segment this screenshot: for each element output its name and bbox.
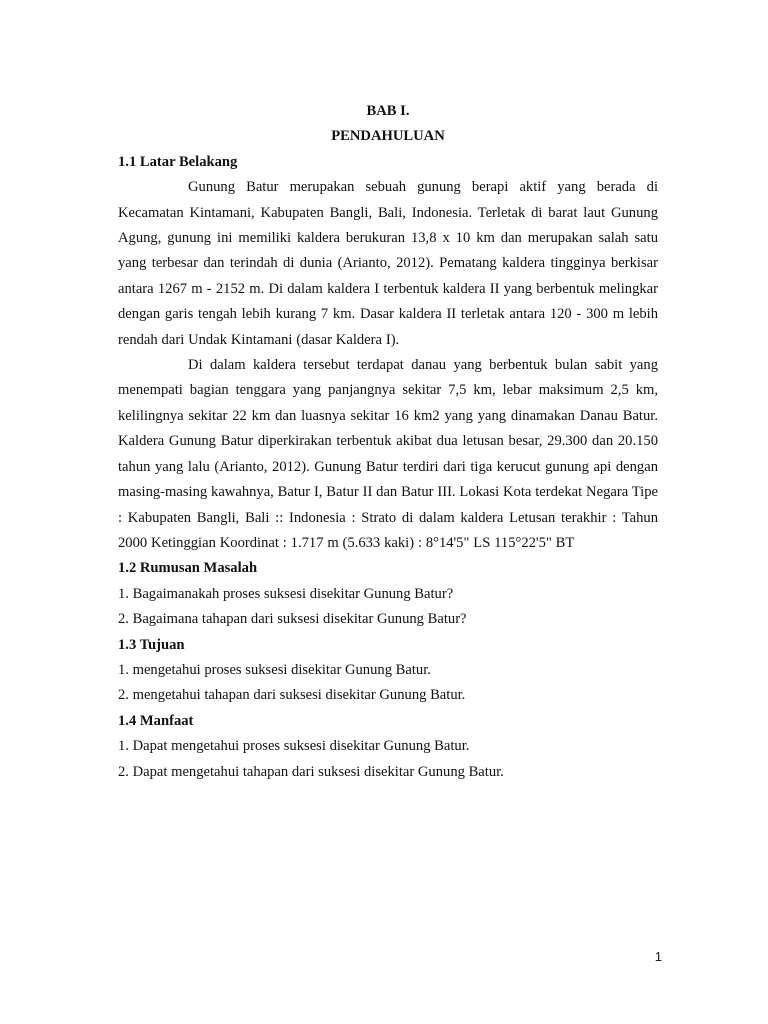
- section-heading-tujuan: 1.3 Tujuan: [118, 636, 185, 653]
- page-number: 1: [654, 949, 662, 964]
- section-heading-rumusan-masalah: 1.2 Rumusan Masalah: [118, 560, 258, 577]
- chapter-label: BAB I.: [366, 103, 410, 119]
- list-item-tujuan-2: 2. mengetahui tahapan dari suksesi disekitar Gunung Batur.: [118, 687, 466, 704]
- list-item-tujuan-1: 1. mengetahui proses suksesi disekitar Gunung Batur.: [118, 661, 431, 678]
- list-item-rumusan-masalah-2: 2. Bagaimana tahapan dari suksesi disekitar Gunung Batur?: [118, 611, 467, 628]
- section-heading-latar-belakang: 1.1 Latar Belakang: [118, 153, 238, 170]
- paragraph-latar-belakang-1: Gunung Batur merupakan sebuah gunung berapi aktif yang berada di Kecamatan Kintamani, Kabupaten Bangli, Bali, Indonesia. Terletak di barat laut Gunung Agung, gunung ini memiliki kaldera berukuran 13,8 x 10 km dan merupakan salah satu yang terbesar dan terindah di dunia (Arianto, 2012). Pematang kaldera tingginya berkisar antara 1267 m - 2152 m. Di dalam kaldera I terbentuk kaldera II yang berbentuk melingkar dengan garis tengah lebih kurang 7 km. Dasar kaldera II terletak antara 120 - 300 m lebih rendah dari Undak Kintamani (dasar Kaldera I).: [118, 179, 658, 348]
- document-body: [118, 99, 658, 785]
- chapter-title: PENDAHULUAN: [331, 128, 445, 145]
- list-item-rumusan-masalah-1: 1. Bagaimanakah proses suksesi disekitar Gunung Batur?: [118, 585, 454, 602]
- list-item-manfaat-2: 2. Dapat mengetahui tahapan dari suksesi disekitar Gunung Batur.: [118, 763, 504, 780]
- list-item-manfaat-1: 1. Dapat mengetahui proses suksesi disekitar Gunung Batur.: [118, 738, 470, 755]
- section-heading-manfaat: 1.4 Manfaat: [118, 712, 194, 729]
- paragraph-latar-belakang-2: Di dalam kaldera tersebut terdapat danau yang berbentuk bulan sabit yang menempati bagian tenggara yang panjangnya sekitar 7,5 km, lebar maksimum 2,5 km, kelilingnya sekitar 22 km dan luasnya sekitar 16 km2 yang yang dinamakan Danau Batur. Kaldera Gunung Batur diperkirakan terbentuk akibat dua letusan besar, 29.300 dan 20.150 tahun yang lalu (Arianto, 2012). Gunung Batur terdiri dari tiga kerucut gunung api dengan masing-masing kawahnya, Batur I, Batur II dan Batur III. Lokasi Kota terdekat Negara Tipe : Kabupaten Bangli, Bali :: Indonesia : Strato di dalam kaldera Letusan terakhir : Tahun 2000 Ketinggian Koordinat : 1.717 m (5.633 kaki) : 8°14'5" LS 115°22'5" BT: [118, 357, 658, 551]
